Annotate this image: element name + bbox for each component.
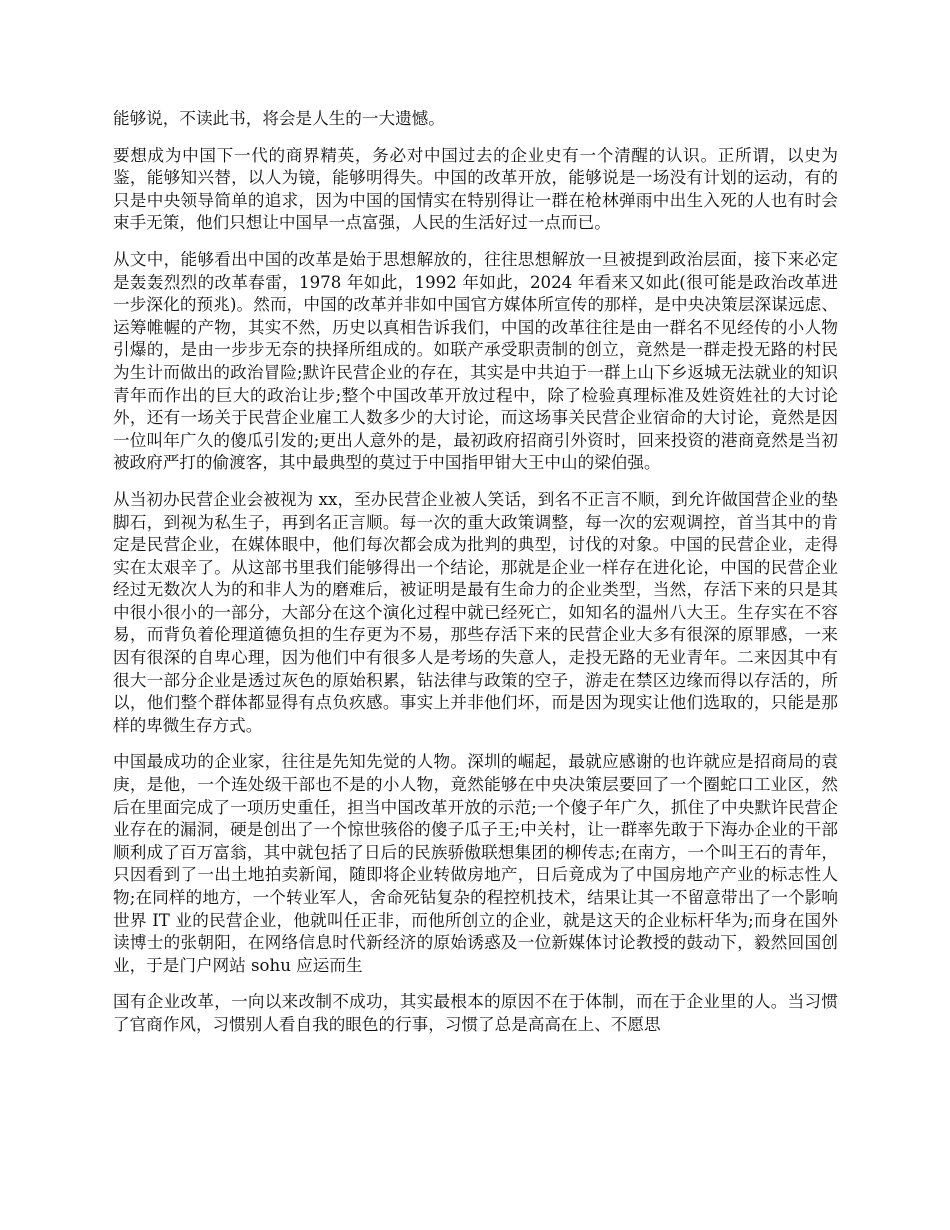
- paragraph-5: 中国最成功的企业家，往往是先知先觉的人物。深圳的崛起，最就应感谢的也许就应是招商局的袁庚，是他，一个连处级干部也不是的小人物，竟然能够在中央决策层要回了一个圈蛇口工业区，然后在里面完成了一项历史重任，担当中国改革开放的示范;一个傻子年广久，抓住了中央默许民营企业存在的漏洞，硬是创出了一个惊世骇俗的傻子瓜子王;中关村，让一群率先敢于下海办企业的干部顺利成了百万富翁，其中就包括了日后的民族骄傲联想集团的柳传志;在南方，一个叫王石的青年，只因看到了一出土地拍卖新闻，随即将企业转做房地产，日后竟成为了中国房地产产业的标志性人物;在同样的地方，一个转业军人，舍命死钻复杂的程控机技术，结果让其一不留意带出了一个影响世界 IT 业的民营企业，他就叫任正非，而他所创立的企业，就是这天的企业标杆华为;而身在国外读博士的张朝阳，在网络信息时代新经济的原始诱惑及一位新媒体讨论教授的鼓动下，毅然回国创业，于是门户网站 sohu 应运而生: [113, 752, 838, 975]
- paragraph-1: 能够说，不读此书，将会是人生的一大遗憾。: [113, 109, 445, 128]
- paragraph-4: 从当初办民营企业会被视为 xx，至办民营企业被人笑话，到名不正言不顺，到允许做国营企业的垫脚石，到视为私生子，再到名正言顺。每一次的重大政策调整，每一次的宏观调控，首当其中的肯定是民营企业，在媒体眼中，他们每次都会成为批判的典型，讨伐的对象。中国的民营企业，走得实在太艰辛了。从这部书里我们能够得出一个结论，那就是企业一样存在进化论，中国的民营企业经过无数次人为的和非人为的磨难后，被证明是最有生命力的企业类型，当然，存活下来的只是其中很小很小的一部分，大部分在这个演化过程中就已经死亡，如知名的温州八大王。生存实在不容易，而背负着伦理道德负担的生存更为不易，那些存活下来的民营企业大多有很深的原罪感，一来因有很深的自卑心理，因为他们中有很多人是考场的失意人，走投无路的无业青年。二来因其中有很大一部分企业是透过灰色的原始积累，钻法律与政策的空子，游走在禁区边缘而得以存活的，所以，他们整个群体都显得有点负疚感。事实上并非他们坏，而是因为现实让他们选取的，只能是那样的卑微生存方式。: [113, 489, 838, 735]
- paragraph-3: 从文中，能够看出中国的改革是始于思想解放的，往往思想解放一旦被提到政治层面，接下来必定是轰轰烈烈的改革春雷，1978 年如此，1992 年如此，2024 年看来又如此(很可能是政治改革进一步深化的预兆)。然而，中国的改革并非如中国官方媒体所宣传的那样，是中央决策层深谋远虑、运筹帷幄的产物，其实不然，历史以真相告诉我们，中国的改革往往是由一群名不见经传的小人物引爆的，是由一步步无奈的抉择所组成的。如联产承受职责制的创立，竟然是一群走投无路的村民为生计而做出的政治冒险;默许民营企业的存在，其实是中共迫于一群上山下乡返城无法就业的知识青年而作出的巨大的政治让步;整个中国改革开放过程中，除了检验真理标准及姓资姓社的大讨论外，还有一场关于民营企业雇工人数多少的大讨论，而这场事关民营企业宿命的大讨论，竟然是因一位叫年广久的傻瓜引发的;更出人意外的是，最初政府招商引外资时，回来投资的港商竟然是当初被政府严打的偷渡客，其中最典型的莫过于中国指甲钳大王中山的梁伯强。: [113, 249, 838, 473]
- paragraph-6: 国有企业改革，一向以来改制不成功，其实最根本的原因不在于体制，而在于企业里的人。当习惯了官商作风，习惯别人看自我的眼色的行事，习惯了总是高高在上、不愿思: [113, 992, 838, 1034]
- paragraph-2: 要想成为中国下一代的商界精英，务必对中国过去的企业史有一个清醒的认识。正所谓，以史为鉴，能够知兴替，以人为镜，能够明得失。中国的改革开放，能够说是一场没有计划的运动，有的只是中央领导简单的追求，因为中国的国情实在特别得让一群在枪林弹雨中出生入死的人也有时会束手无策，他们只想让中国早一点富强，人民的生活好过一点而已。: [113, 145, 838, 233]
